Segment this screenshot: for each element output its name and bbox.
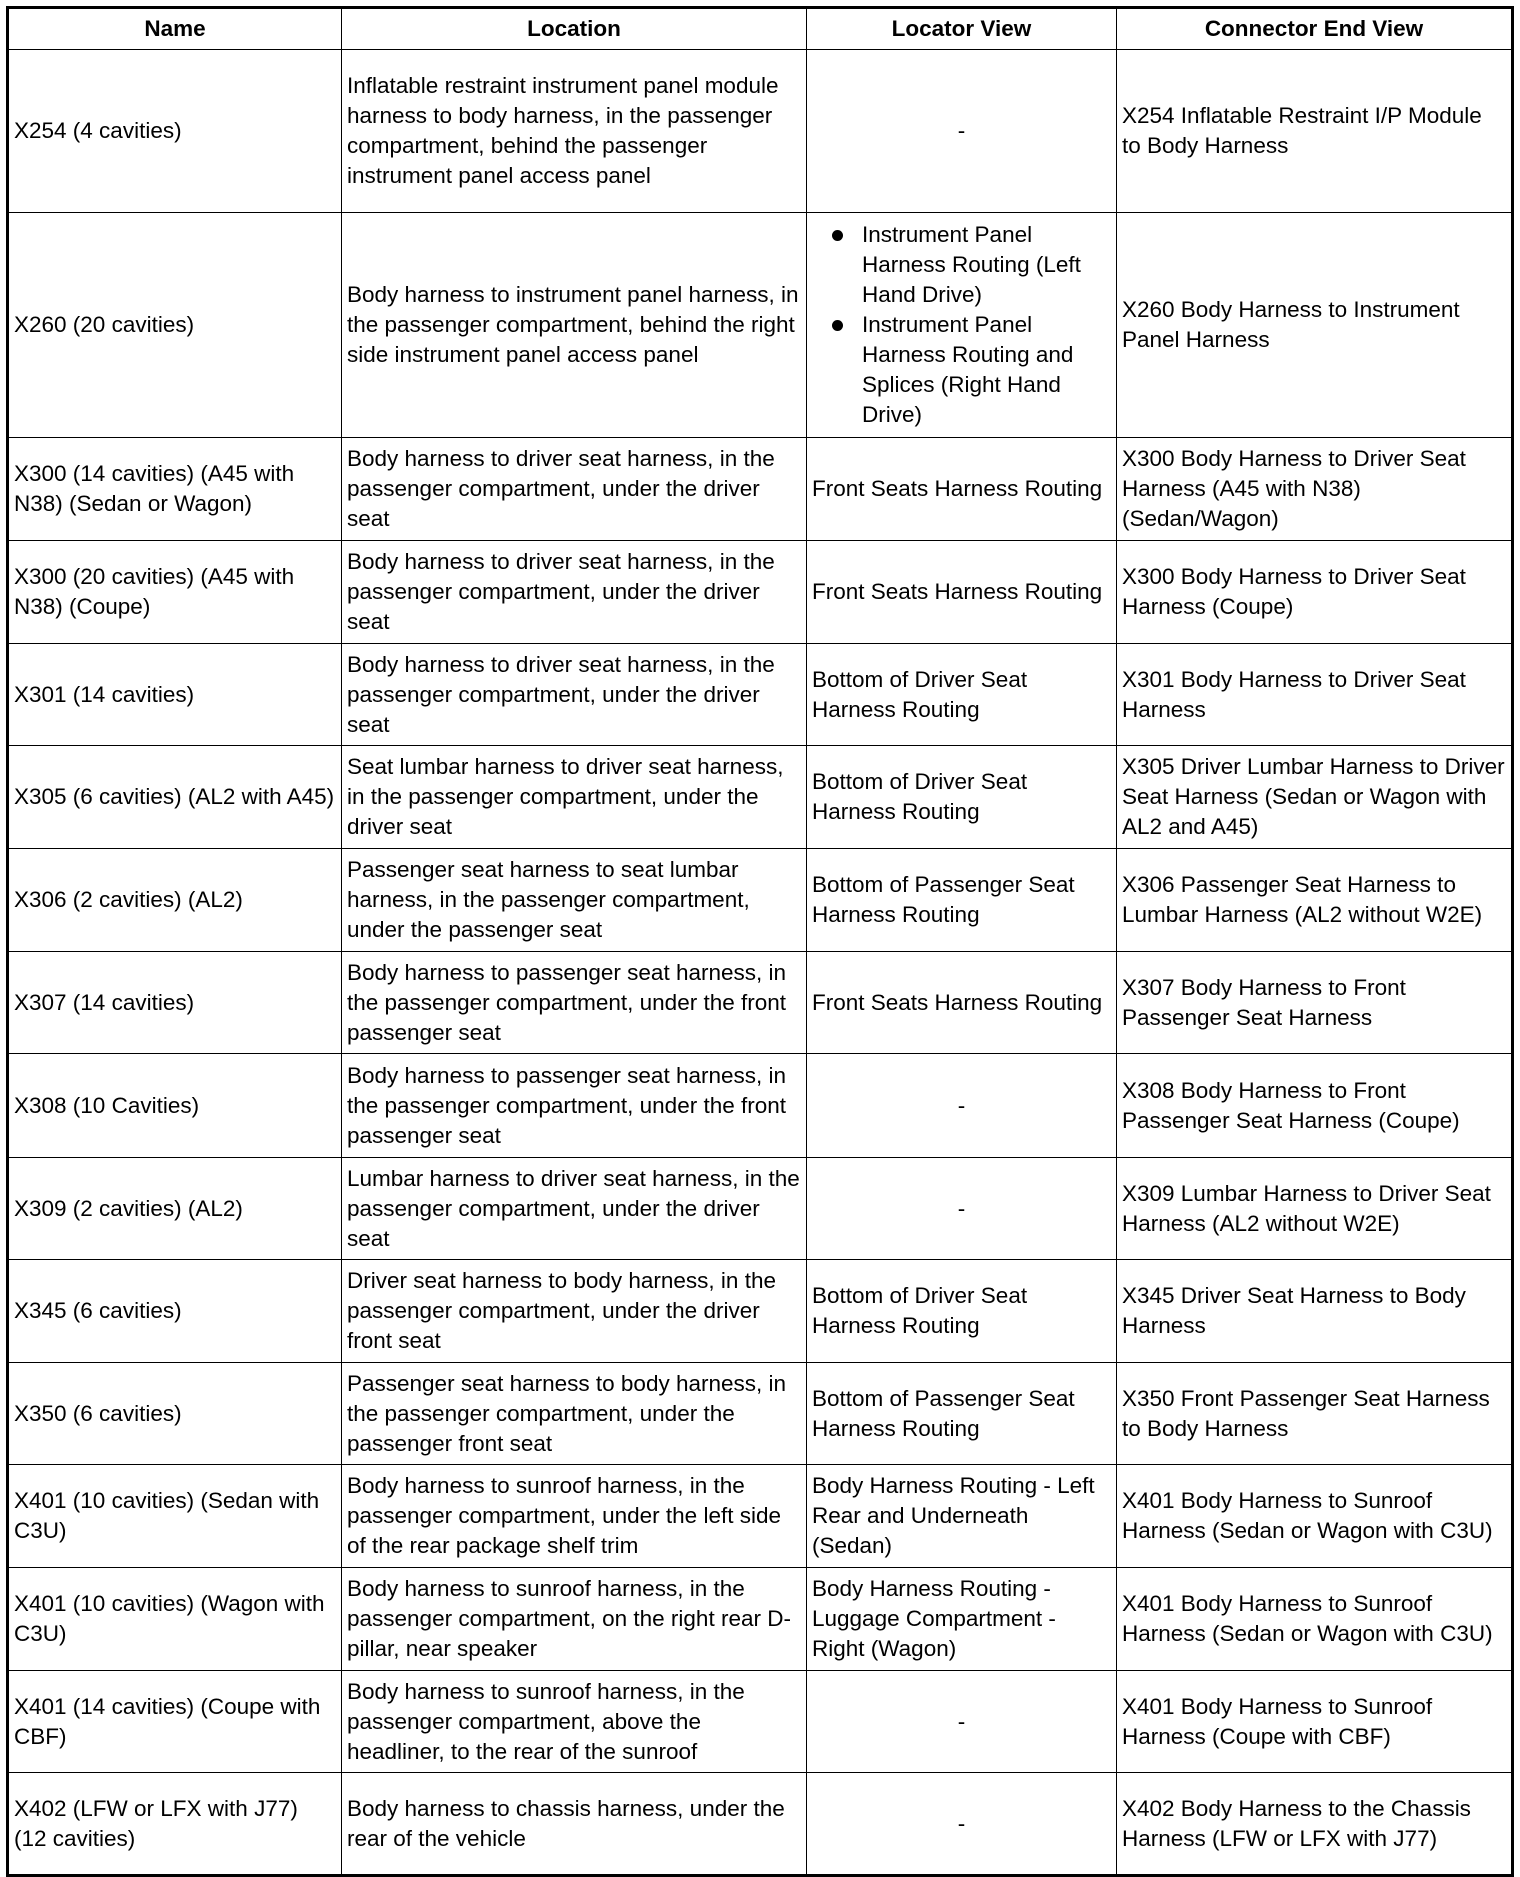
cell-location: Body harness to sunroof harness, in the passenger compartment, under the left side of the rear package shelf trim [342, 1465, 807, 1568]
cell-name: X306 (2 cavities) (AL2) [8, 849, 342, 952]
cell-locator-view[interactable]: Bottom of Passenger Seat Harness Routing [807, 849, 1117, 952]
table-row [8, 1158, 1513, 1260]
table-row [8, 644, 1513, 746]
table-row [8, 746, 1513, 849]
cell-locator-view[interactable]: Bottom of Driver Seat Harness Routing [807, 644, 1117, 746]
cell-location: Body harness to passenger seat harness, in the passenger compartment, under the front passenger seat [342, 952, 807, 1054]
cell-location: Passenger seat harness to seat lumbar harness, in the passenger compartment, under the passenger seat [342, 849, 807, 952]
cell-name: X300 (20 cavities) (A45 with N38) (Coupe) [8, 541, 342, 644]
locator-link[interactable]: Instrument Panel Harness Routing (Left Hand Drive) [862, 220, 1111, 310]
cell-name: X307 (14 cavities) [8, 952, 342, 1054]
locator-link[interactable]: Instrument Panel Harness Routing and Splices (Right Hand Drive) [862, 310, 1111, 430]
table-row [8, 213, 1513, 438]
cell-locator-view[interactable]: Front Seats Harness Routing [807, 438, 1117, 541]
cell-name: X402 (LFW or LFX with J77) (12 cavities) [8, 1773, 342, 1876]
table-row [8, 1260, 1513, 1363]
cell-location: Body harness to sunroof harness, in the passenger compartment, on the right rear D-pillar, near speaker [342, 1568, 807, 1671]
table-row [8, 1363, 1513, 1465]
cell-locator-view: - [807, 50, 1117, 213]
header-connector-end-view: Connector End View [1117, 8, 1513, 50]
cell-connector-end-view[interactable]: X401 Body Harness to Sunroof Harness (Sedan or Wagon with C3U) [1117, 1568, 1513, 1671]
table-row [8, 50, 1513, 213]
cell-location: Seat lumbar harness to driver seat harness, in the passenger compartment, under the driver seat [342, 746, 807, 849]
table-row [8, 952, 1513, 1054]
cell-locator-view[interactable]: Bottom of Driver Seat Harness Routing [807, 1260, 1117, 1363]
cell-connector-end-view[interactable]: X345 Driver Seat Harness to Body Harness [1117, 1260, 1513, 1363]
cell-connector-end-view[interactable]: X300 Body Harness to Driver Seat Harness (Coupe) [1117, 541, 1513, 644]
cell-name: X401 (10 cavities) (Sedan with C3U) [8, 1465, 342, 1568]
cell-connector-end-view[interactable]: X301 Body Harness to Driver Seat Harness [1117, 644, 1513, 746]
cell-name: X301 (14 cavities) [8, 644, 342, 746]
cell-connector-end-view[interactable]: X254 Inflatable Restraint I/P Module to Body Harness [1117, 50, 1513, 213]
cell-connector-end-view[interactable]: X260 Body Harness to Instrument Panel Harness [1117, 213, 1513, 438]
cell-location: Passenger seat harness to body harness, in the passenger compartment, under the passenger front seat [342, 1363, 807, 1465]
locator-list [812, 220, 1111, 430]
cell-connector-end-view[interactable]: X305 Driver Lumbar Harness to Driver Seat Harness (Sedan or Wagon with AL2 and A45) [1117, 746, 1513, 849]
cell-location: Body harness to chassis harness, under the rear of the vehicle [342, 1773, 807, 1876]
cell-locator-view[interactable]: Body Harness Routing - Luggage Compartment - Right (Wagon) [807, 1568, 1117, 1671]
cell-connector-end-view[interactable]: X401 Body Harness to Sunroof Harness (Coupe with CBF) [1117, 1671, 1513, 1773]
cell-locator-view: - [807, 1671, 1117, 1773]
cell-location: Body harness to driver seat harness, in the passenger compartment, under the driver seat [342, 644, 807, 746]
cell-locator-view: - [807, 1158, 1117, 1260]
cell-location: Lumbar harness to driver seat harness, in the passenger compartment, under the driver seat [342, 1158, 807, 1260]
cell-location: Driver seat harness to body harness, in the passenger compartment, under the driver front seat [342, 1260, 807, 1363]
table-row [8, 541, 1513, 644]
cell-locator-view[interactable]: Front Seats Harness Routing [807, 952, 1117, 1054]
table-row [8, 1568, 1513, 1671]
cell-locator-view: - [807, 1773, 1117, 1876]
table-row [8, 1054, 1513, 1158]
cell-location: Inflatable restraint instrument panel module harness to body harness, in the passenger compartment, behind the passenger instrument panel access panel [342, 50, 807, 213]
cell-locator-view[interactable]: Bottom of Passenger Seat Harness Routing [807, 1363, 1117, 1465]
cell-connector-end-view[interactable]: X308 Body Harness to Front Passenger Seat Harness (Coupe) [1117, 1054, 1513, 1158]
table-row [8, 1465, 1513, 1568]
cell-name: X260 (20 cavities) [8, 213, 342, 438]
cell-connector-end-view[interactable]: X350 Front Passenger Seat Harness to Body Harness [1117, 1363, 1513, 1465]
cell-location: Body harness to sunroof harness, in the passenger compartment, above the headliner, to the rear of the sunroof [342, 1671, 807, 1773]
cell-connector-end-view[interactable]: X300 Body Harness to Driver Seat Harness (A45 with N38) (Sedan/Wagon) [1117, 438, 1513, 541]
cell-locator-view: - [807, 1054, 1117, 1158]
cell-location: Body harness to instrument panel harness, in the passenger compartment, behind the right side instrument panel access panel [342, 213, 807, 438]
cell-connector-end-view[interactable]: X401 Body Harness to Sunroof Harness (Sedan or Wagon with C3U) [1117, 1465, 1513, 1568]
table-row [8, 438, 1513, 541]
cell-name: X305 (6 cavities) (AL2 with A45) [8, 746, 342, 849]
cell-location: Body harness to driver seat harness, in the passenger compartment, under the driver seat [342, 541, 807, 644]
header-row [8, 8, 1513, 50]
connector-table [6, 6, 1514, 1877]
cell-name: X308 (10 Cavities) [8, 1054, 342, 1158]
cell-connector-end-view[interactable]: X306 Passenger Seat Harness to Lumbar Harness (AL2 without W2E) [1117, 849, 1513, 952]
cell-name: X401 (10 cavities) (Wagon with C3U) [8, 1568, 342, 1671]
cell-locator-view[interactable]: Body Harness Routing - Left Rear and Underneath (Sedan) [807, 1465, 1117, 1568]
cell-locator-view [807, 213, 1117, 438]
cell-name: X300 (14 cavities) (A45 with N38) (Sedan or Wagon) [8, 438, 342, 541]
cell-name: X254 (4 cavities) [8, 50, 342, 213]
header-locator-view: Locator View [807, 8, 1117, 50]
cell-locator-view[interactable]: Bottom of Driver Seat Harness Routing [807, 746, 1117, 849]
cell-location: Body harness to driver seat harness, in the passenger compartment, under the driver seat [342, 438, 807, 541]
cell-location: Body harness to passenger seat harness, in the passenger compartment, under the front passenger seat [342, 1054, 807, 1158]
header-name: Name [8, 8, 342, 50]
cell-name: X345 (6 cavities) [8, 1260, 342, 1363]
table-row [8, 849, 1513, 952]
table-row [8, 1773, 1513, 1876]
table-row [8, 1671, 1513, 1773]
cell-name: X350 (6 cavities) [8, 1363, 342, 1465]
cell-name: X401 (14 cavities) (Coupe with CBF) [8, 1671, 342, 1773]
cell-name: X309 (2 cavities) (AL2) [8, 1158, 342, 1260]
header-location: Location [342, 8, 807, 50]
cell-connector-end-view[interactable]: X307 Body Harness to Front Passenger Seat Harness [1117, 952, 1513, 1054]
cell-connector-end-view[interactable]: X309 Lumbar Harness to Driver Seat Harness (AL2 without W2E) [1117, 1158, 1513, 1260]
cell-locator-view[interactable]: Front Seats Harness Routing [807, 541, 1117, 644]
cell-connector-end-view[interactable]: X402 Body Harness to the Chassis Harness (LFW or LFX with J77) [1117, 1773, 1513, 1876]
